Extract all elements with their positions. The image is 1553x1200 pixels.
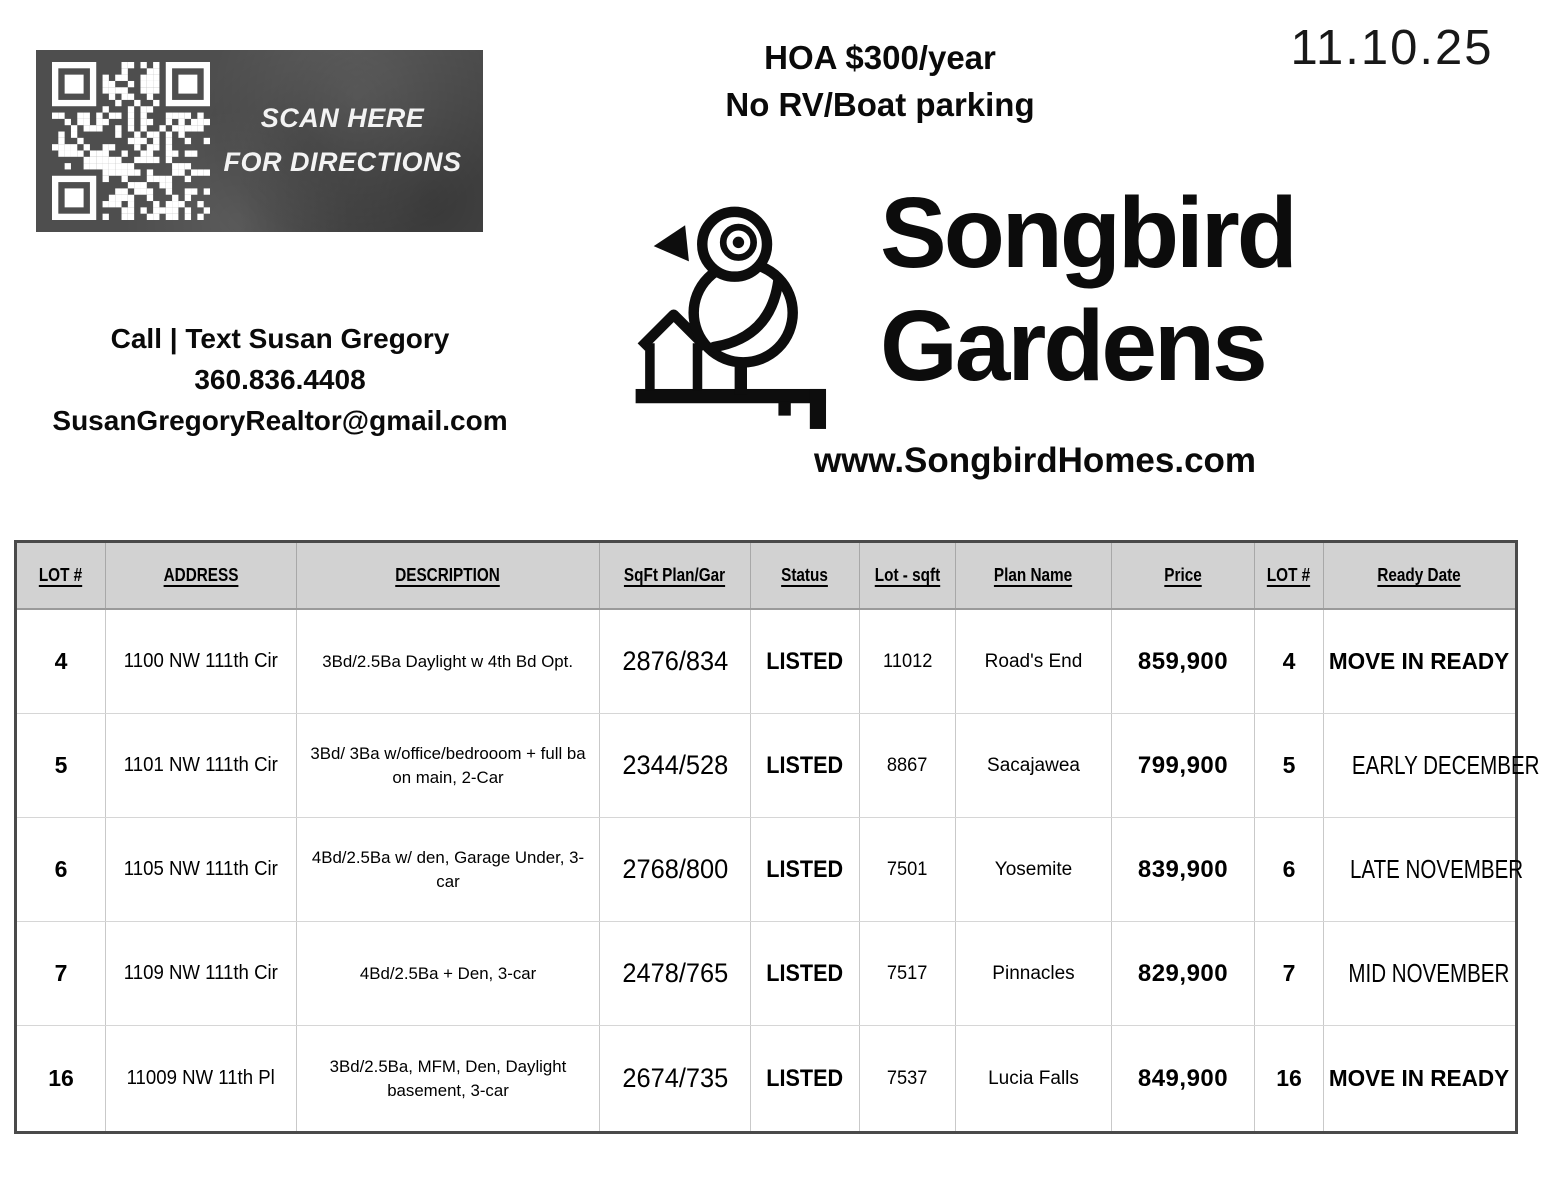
cell-text-lot_sqft: 7537 [887,1067,928,1089]
qr-caption-line2: FOR DIRECTIONS [223,147,462,177]
brand-name-line2: Gardens [880,290,1265,402]
contact-phone: 360.836.4408 [194,364,366,396]
column-header-label: DESCRIPTION [395,565,501,585]
cell-text-lot2: 6 [1282,856,1296,882]
column-header-ready [1324,542,1517,610]
cell-text-sqft: 2478/765 [622,958,728,988]
cell-ready [1324,1026,1517,1133]
qr-caption-line1: SCAN HERE [260,103,425,134]
cell-text-lot2: 16 [1276,1065,1302,1091]
cell-plan [956,818,1112,922]
column-header-label: Plan Name [994,565,1073,585]
cell-price [1112,714,1255,818]
cell-description [297,609,600,714]
table-row [16,1026,1517,1133]
column-header-plan [956,542,1112,610]
column-header-label: LOT # [1267,565,1311,585]
table-row [16,609,1517,714]
cell-sqft [600,818,751,922]
listings-table [14,540,1540,1134]
brand-logo [628,177,1295,433]
hoa-line1: HOA $300/year [764,39,996,76]
cell-price [1112,1026,1255,1133]
cell-text-price: 799,900 [1137,751,1229,779]
cell-lot_sqft [860,714,956,818]
column-header-price [1112,542,1255,610]
cell-text-lot_sqft: 7501 [887,858,928,880]
table-row [16,714,1517,818]
cell-lot2 [1255,818,1324,922]
cell-sqft [600,922,751,1026]
brand-name [880,177,1295,403]
contact-name: Call | Text Susan Gregory [110,323,450,354]
column-header-lot [16,542,106,610]
cell-ready [1324,714,1540,818]
brand-name-line1: Songbird [880,177,1295,289]
cell-lot2 [1255,609,1324,714]
column-header-label: SqFt Plan/Gar [624,565,726,585]
cell-ready [1324,922,1517,1026]
cell-price [1112,609,1255,714]
cell-text-sqft: 2344/528 [622,750,728,780]
cell-lot2 [1255,922,1324,1026]
cell-description [297,1026,600,1133]
cell-text-lot_sqft: 11012 [882,650,933,672]
contact-block [10,318,550,441]
cell-text-lot2: 5 [1282,752,1296,778]
table-row [16,818,1517,922]
cell-status [751,609,860,714]
cell-text-address: 1109 NW 111th Cir [123,962,279,984]
cell-text-ready: MOVE IN READY [1329,648,1510,674]
cell-status [751,922,860,1026]
cell-text-description: 3Bd/2.5Ba, MFM, Den, Daylight basement, 3-car [329,1057,567,1100]
cell-description [297,714,600,818]
column-header-label: ADDRESS [163,565,239,585]
cell-lot2 [1255,1026,1324,1133]
column-header-sqft [600,542,751,610]
cell-text-ready: MID NOVEMBER [1348,958,1510,988]
cell-status [751,714,860,818]
cell-text-lot_sqft: 7517 [887,962,928,984]
brand-website: www.SongbirdHomes.com [813,441,1257,480]
cell-text-lot: 5 [54,752,68,778]
cell-text-status: LISTED [766,959,844,987]
cell-text-status: LISTED [766,855,844,883]
column-header-address [106,542,297,610]
cell-plan [956,609,1112,714]
cell-text-plan: Road's End [984,650,1083,672]
cell-text-status: LISTED [766,1064,844,1092]
cell-ready [1324,818,1524,922]
cell-text-sqft: 2674/735 [622,1063,728,1093]
cell-text-plan: Pinnacles [992,962,1075,984]
cell-text-lot: 6 [54,856,68,882]
cell-text-plan: Sacajawea [987,754,1080,776]
cell-text-description: 4Bd/2.5Ba + Den, 3-car [359,963,537,983]
column-header-label: LOT # [39,565,83,585]
listings-table-body [16,609,1540,1133]
cell-text-plan: Lucia Falls [988,1067,1079,1089]
cell-text-lot2: 4 [1282,648,1296,674]
cell-text-lot: 4 [54,648,68,674]
cell-text-ready: EARLY DECEMBER [1351,750,1540,780]
cell-address [106,714,297,818]
cell-text-lot: 16 [48,1065,74,1091]
cell-text-description: 3Bd/ 3Ba w/office/bedrooom + full ba on main, 2-Car [310,744,586,787]
songbird-bird-logo-icon [628,185,866,433]
cell-plan [956,1026,1112,1133]
cell-description [297,922,600,1026]
cell-text-lot_sqft: 8867 [887,754,928,776]
column-header-description [297,542,600,610]
cell-status [751,818,860,922]
cell-lot_sqft [860,1026,956,1133]
cell-address [106,1026,297,1133]
cell-text-description: 3Bd/2.5Ba Daylight w 4th Bd Opt. [322,651,574,671]
qr-banner-caption [210,97,483,184]
column-header-lot_sqft [860,542,956,610]
cell-ready [1324,609,1517,714]
cell-lot [16,1026,106,1133]
listings-table-header [16,542,1517,610]
cell-text-status: LISTED [766,647,844,675]
hoa-line2: No RV/Boat parking [725,86,1035,124]
cell-text-ready: LATE NOVEMBER [1350,854,1524,884]
cell-text-status: LISTED [766,751,844,779]
cell-lot [16,714,106,818]
cell-address [106,818,297,922]
cell-plan [956,714,1112,818]
cell-text-lot2: 7 [1282,960,1296,986]
header-row [16,542,1517,610]
cell-lot [16,922,106,1026]
cell-text-sqft: 2768/800 [622,854,728,884]
flyer-date: 11.10.25 [1290,21,1494,75]
cell-text-address: 1105 NW 111th Cir [123,858,279,880]
cell-lot2 [1255,714,1324,818]
cell-sqft [600,1026,751,1133]
cell-lot [16,609,106,714]
cell-text-ready: MOVE IN READY [1329,1065,1510,1091]
cell-lot_sqft [860,922,956,1026]
cell-text-address: 1101 NW 111th Cir [123,754,279,776]
cell-text-price: 849,900 [1137,1064,1229,1092]
cell-text-address: 1100 NW 111th Cir [123,650,279,672]
contact-email: SusanGregoryRealtor@gmail.com [52,405,508,437]
cell-text-sqft: 2876/834 [622,646,728,676]
cell-text-address: 11009 NW 11th Pl [126,1067,276,1089]
cell-text-lot: 7 [54,960,68,986]
column-header-label: Status [781,565,829,585]
column-header-label: Price [1164,565,1202,585]
cell-description [297,818,600,922]
cell-sqft [600,714,751,818]
cell-text-price: 829,900 [1137,959,1229,987]
column-header-lot2 [1255,542,1324,610]
column-header-label: Ready Date [1377,565,1462,585]
cell-price [1112,922,1255,1026]
cell-text-description: 4Bd/2.5Ba w/ den, Garage Under, 3-car [311,848,585,891]
qr-code-icon [52,62,210,220]
cell-lot [16,818,106,922]
column-header-status [751,542,860,610]
cell-lot_sqft [860,818,956,922]
column-header-label: Lot - sqft [874,565,941,585]
cell-text-plan: Yosemite [994,858,1073,880]
hoa-note [620,34,1140,128]
cell-status [751,1026,860,1133]
cell-price [1112,818,1255,922]
cell-address [106,922,297,1026]
cell-sqft [600,609,751,714]
cell-text-price: 859,900 [1137,647,1229,675]
cell-text-price: 839,900 [1137,855,1229,883]
cell-lot_sqft [860,609,956,714]
table-row [16,922,1517,1026]
cell-address [106,609,297,714]
cell-plan [956,922,1112,1026]
qr-directions-banner [36,50,483,232]
